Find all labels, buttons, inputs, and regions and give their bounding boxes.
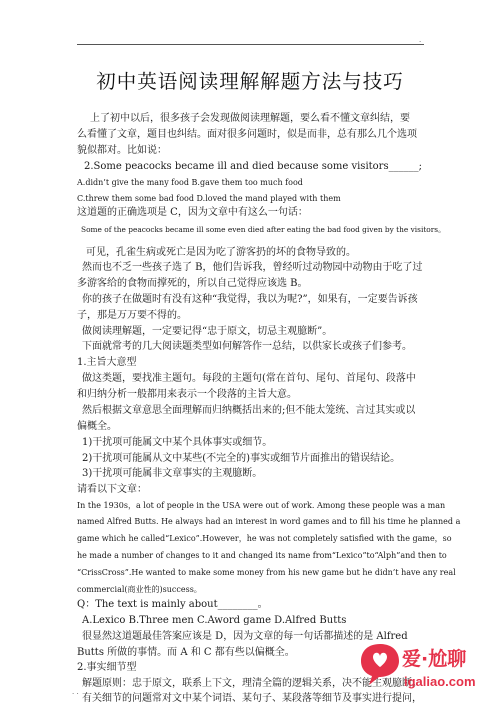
body-line: 然而也不乏一些孩子选了 B，他们告诉我，曾经听过动物园中动物由于吃了过 [82,262,423,273]
document-title: 初中英语阅读理解解题方法与技巧 [96,70,404,93]
option-line: A.Lexico B.Three men C.Aword game D.Alfred Butts [82,615,347,626]
body-line: 解题原则：忠于原文，联系上下文，理清全篇的逻辑关系，决不能主观臆断。 [82,678,422,689]
body-line: 么看懂了文章，题目也纠结。面对很多问题时，似是而非，总有那么几个选项 [77,129,417,140]
footer-mark: . . [72,688,79,696]
body-line: 子，那是万万要不得的。 [77,310,187,321]
option-line: C.threw them some bad food D.loved the mand played with them [77,194,341,203]
question-line: Q：The text is mainly about________。 [77,599,268,610]
body-line: 请看以下文章： [77,484,147,495]
body-line: 多游客给的食物而撑死的，所以自己觉得应该选 B。 [77,278,308,289]
watermark-logo [358,640,500,702]
body-line: 貌似都对。比如说： [77,145,167,156]
body-line: 然后根据文章意思全面理解而归纳概括出来的;但不能太笼统、言过其实或以 [82,405,416,416]
body-line: 这道题的正确选项是 C，因为文章中有这么一句话： [77,207,308,218]
list-item: 1)干扰项可能属文中某个具体事实或细节。 [82,437,273,448]
body-line: 做阅读理解题，一定要记得“忠于原文，切忌主观臆断”。 [82,326,333,337]
passage-line: named Alfred Butts. He always had an interest in word games and to fill his time he planned a [77,517,461,526]
passage-line: In the 1930s，a lot of people in the USA were out of work. Among these people was a man [77,501,446,510]
watermark-brand: 爱·尬聊 [402,648,467,670]
passage-line: game which he called“Lexico”.However，he was not completely satisfied with the game，so [77,534,452,543]
quote-line: Some of the peacocks became ill some even died after eating the bad food given by the visitors。 [81,225,446,234]
body-line: 下面就常考的几大阅读题类型如何解答作一总结，以供家长或孩子们参考。 [82,341,412,352]
body-line: 你的孩子在做题时有没有这种“我觉得，我以为呢?”，如果有，一定要告诉孩 [82,294,418,305]
body-line: 上了初中以后，很多孩子会发现做阅读理解题，要么看不懂文章纠结，要 [90,113,410,124]
chat-bubble-icon [358,640,402,688]
section-heading: 2.事实细节型 [77,662,137,673]
list-item: 2)干扰项可能属从文中某些(不完全的)事实或细节片面推出的错误结论。 [82,453,401,464]
watermark-url: igaliao.com [404,674,476,689]
passage-line: “CrissCross”.He wanted to make some money from his new game but he didn’t have any real [77,568,456,577]
body-line: Butts 所做的事情。而 A 和 C 都有些以偏概全。 [77,647,295,658]
header-corner-mark: . [419,36,422,44]
body-line: 很显然这道题最佳答案应该是 D，因为文章的每一句话都描述的是 Alfred [82,631,408,642]
passage-line: he made a number of changes to it and changed its name from“Lexico”to“Alph”and then to [77,551,447,560]
list-item: 3)干扰项可能属非文章事实的主观臆断。 [82,468,263,479]
body-line: 偏概全。 [77,421,117,432]
body-line: 做这类题，要找准主题句。每段的主题句(常在首句、尾句、首尾句、段落中 [82,373,416,384]
section-heading: 1.主旨大意型 [77,357,137,368]
body-line: 和归纳分析一般都用来表示一个段落的主旨大意。 [77,389,297,400]
body-line: 可见，孔雀生病或死亡是因为吃了游客扔的坏的食物导致的。 [86,247,356,258]
question-line: 2.Some peacocks became ill and died because some visitors______; [84,161,422,172]
option-line: A.didn’t give the many food B.gave them too much food [77,178,303,187]
header-rule [77,44,424,45]
passage-line: commercial(商业性的)success。 [77,585,202,594]
body-line: 有关细节的问题常对文中某个词语、某句子、某段落等细节及事实进行提问， [82,693,422,704]
